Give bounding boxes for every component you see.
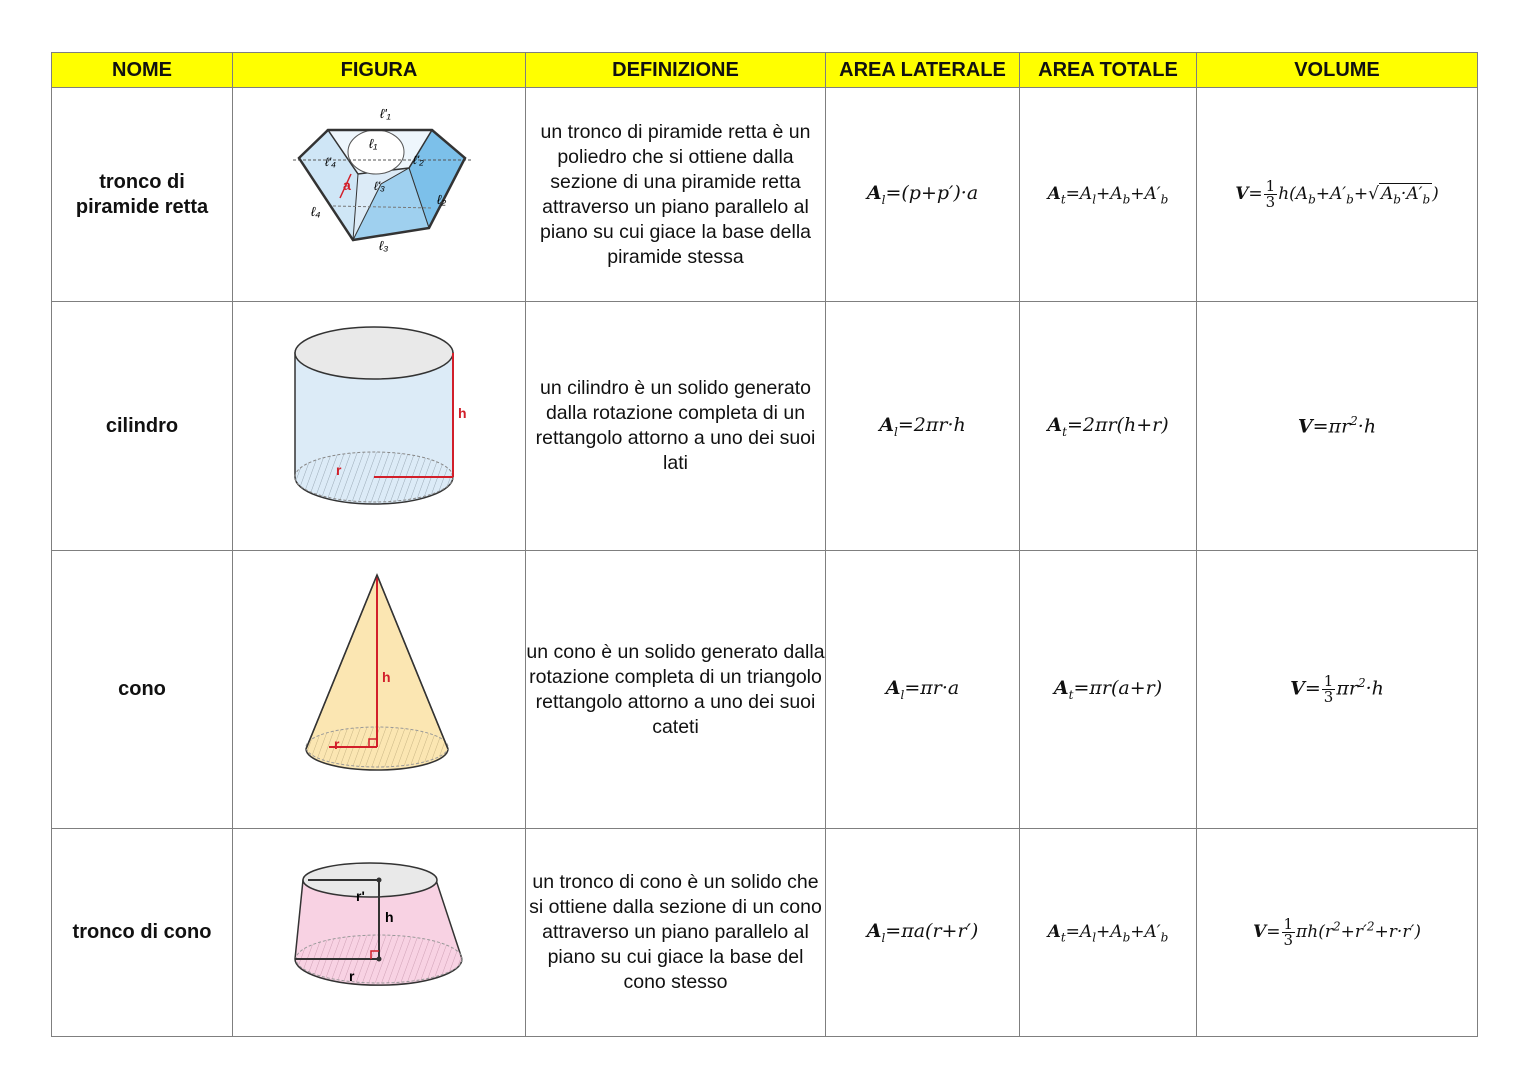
definition-cell: un tronco di cono è un solido che si ottiene dalla sezione di un cono attraverso un piano parallelo al piano su cui giace la base del cono stesso [526, 829, 826, 1037]
area-totale-formula: $A_t=2\pi r(h+r)$ [1020, 302, 1197, 551]
truncated-pyramid-figure [233, 88, 525, 296]
label-a: a [343, 177, 351, 193]
header-area-totale: AREA TOTALE [1020, 53, 1197, 88]
definition-cell: un cilindro è un solido generato dalla rotazione completa di un rettangolo attorno a uno dei suoi lati [526, 302, 826, 551]
definition-cell: un tronco di piramide retta è un poliedro che si ottiene dalla sezione di una piramide retta attraverso un piano parallelo al piano su cui giace la base della piramide stessa [526, 88, 826, 302]
row-name-text: tronco di piramide retta [75, 170, 209, 218]
label-l1-prime: ℓ'₁ [380, 106, 391, 121]
figure-cell [233, 551, 526, 829]
figure-cell [233, 302, 526, 551]
header-figura: FIGURA [233, 53, 526, 88]
label-h: h [385, 909, 394, 925]
area-laterale-formula: $A_l=2\pi r\cdot h$ [826, 302, 1020, 551]
figure-cell [233, 829, 526, 1037]
area-laterale-formula: $A_l=(p+p')\cdot a$ [826, 88, 1020, 302]
label-r-prime: r' [356, 888, 365, 904]
label-l2-prime: ℓ'₂ [413, 153, 424, 167]
label-r: r [349, 968, 355, 984]
label-l4: ℓ₄ [311, 204, 321, 219]
row-name [52, 88, 233, 302]
table-row [52, 829, 1478, 1037]
area-totale-formula: $A_t=\pi r(a+r)$ [1020, 551, 1197, 829]
volume-formula: $V=\pi r^2\cdot h$ [1197, 302, 1478, 551]
figure-cell [233, 88, 526, 302]
label-l1: ℓ₁ [369, 136, 378, 151]
volume-formula: V= $\frac{1}{3}$ $\pi r^2\cdot h$ [1197, 551, 1478, 829]
area-laterale-formula: $A_l=\pi r\cdot a$ [826, 551, 1020, 829]
table-row [52, 302, 1478, 551]
label-r: r [336, 462, 342, 478]
header-volume: VOLUME [1197, 53, 1478, 88]
row-name: tronco di cono [52, 829, 233, 1037]
label-r: r [334, 736, 340, 752]
label-h: h [382, 669, 391, 685]
cone-figure [233, 551, 525, 823]
label-l3: ℓ₃ [379, 238, 389, 253]
table-row [52, 551, 1478, 829]
label-l2: ℓ₂ [437, 192, 447, 207]
header-definizione: DEFINIZIONE [526, 53, 826, 88]
header-area-laterale: AREA LATERALE [826, 53, 1020, 88]
label-l3-prime: ℓ'₃ [374, 179, 385, 193]
label-l4-prime: ℓ'₄ [325, 155, 336, 169]
volume-formula: V= $\frac{1}{3}$ $\pi h(r^2+r'^2+r\cdot r')$ [1197, 829, 1478, 1037]
header-nome: NOME [52, 53, 233, 88]
row-name: cono [52, 551, 233, 829]
geometry-table [51, 52, 1478, 1037]
area-totale-formula: $A_t=A_l+A_b+A'_b$ [1020, 88, 1197, 302]
area-totale-formula: $A_t=A_l+A_b+A'_b$ [1020, 829, 1197, 1037]
table-row [52, 88, 1478, 302]
area-laterale-formula: $A_l=\pi a(r+r')$ [826, 829, 1020, 1037]
truncated-cone-figure [233, 829, 525, 1031]
cylinder-figure [233, 302, 525, 545]
header-row [52, 53, 1478, 88]
volume-formula: V= $\frac{1}{3}$ $h(A_b+A'_b+√$ $A_b\cdot A'_b$ ) [1197, 88, 1478, 302]
row-name: cilindro [52, 302, 233, 551]
definition-cell: un cono è un solido generato dalla rotazione completa di un triangolo rettangolo attorno a uno dei suoi cateti [526, 551, 826, 829]
label-h: h [458, 405, 467, 421]
